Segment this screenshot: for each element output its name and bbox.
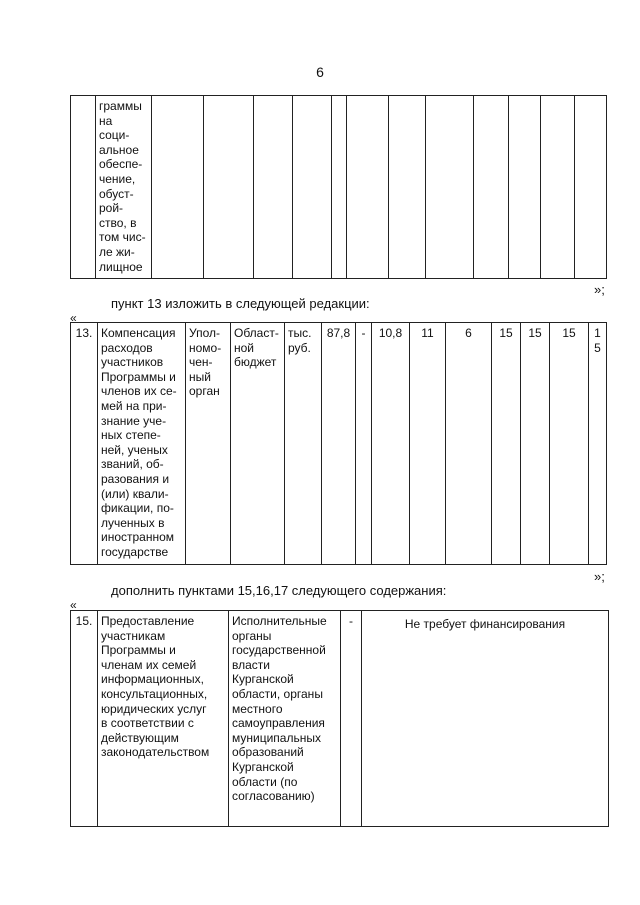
row-number: 15. <box>71 611 98 827</box>
cell-empty <box>541 96 575 279</box>
closing-quote: »; <box>594 282 605 297</box>
value-year: 10,8 <box>372 323 410 565</box>
cell-empty <box>204 96 254 279</box>
value-year: - <box>356 323 372 565</box>
row-executor: Упол- номо- чен- ный орган <box>186 323 231 565</box>
instruction-text: пункт 13 изложить в следующей редакции: <box>111 296 370 311</box>
row-deadline: - <box>341 611 362 827</box>
closing-quote: »; <box>594 569 605 584</box>
table-continued-row <box>70 95 607 279</box>
cell-empty <box>389 96 426 279</box>
cell-empty <box>347 96 389 279</box>
row-number: 13. <box>71 323 98 565</box>
value-year: 15 <box>492 323 521 565</box>
cell-empty <box>152 96 204 279</box>
row-description: Компенсация расходов участников Программы и членов их се- мей на при- знание уче- ных степе- ней, ученых званий, об- разования и (или) квали- фикации, по- лученных в иностранном государстве <box>98 323 186 565</box>
table-row-13 <box>70 322 607 565</box>
value-year: 15 <box>521 323 550 565</box>
value-year: 6 <box>446 323 492 565</box>
row-funding-source: Област- ной бюджет <box>231 323 285 565</box>
page-number: 6 <box>316 64 324 80</box>
instruction-text: дополнить пунктами 15,16,17 следующего содержания: <box>111 583 447 598</box>
row-unit: тыс. руб. <box>285 323 322 565</box>
cell-empty <box>426 96 474 279</box>
row-description: Предоставление участникам Программы и членам их семей информационных, консультационных, юридических услуг в соответствии с действующим законодательством <box>98 611 229 827</box>
cell-empty <box>509 96 541 279</box>
cell-empty <box>474 96 509 279</box>
cell-number <box>71 96 96 279</box>
opening-quote: « <box>70 311 77 325</box>
table-row-15 <box>70 610 609 827</box>
row-financing-note: Не требует финансирования <box>362 611 609 827</box>
value-year: 15 <box>589 323 607 565</box>
value-year: 11 <box>410 323 446 565</box>
value-total: 87,8 <box>322 323 356 565</box>
cell-empty <box>332 96 347 279</box>
cell-empty <box>293 96 332 279</box>
row-executor: Исполнительные органы государственной власти Курганской области, органы местного самоуправления муниципальных образований Курганской области (по согласованию) <box>229 611 341 827</box>
opening-quote: « <box>70 598 77 612</box>
value-year: 15 <box>550 323 589 565</box>
cell-empty <box>575 96 607 279</box>
cell-description: граммы на соци- альное обеспе- чение, обуст- рой- ство, в том чис- ле жи- лищное <box>96 96 152 279</box>
cell-empty <box>254 96 293 279</box>
